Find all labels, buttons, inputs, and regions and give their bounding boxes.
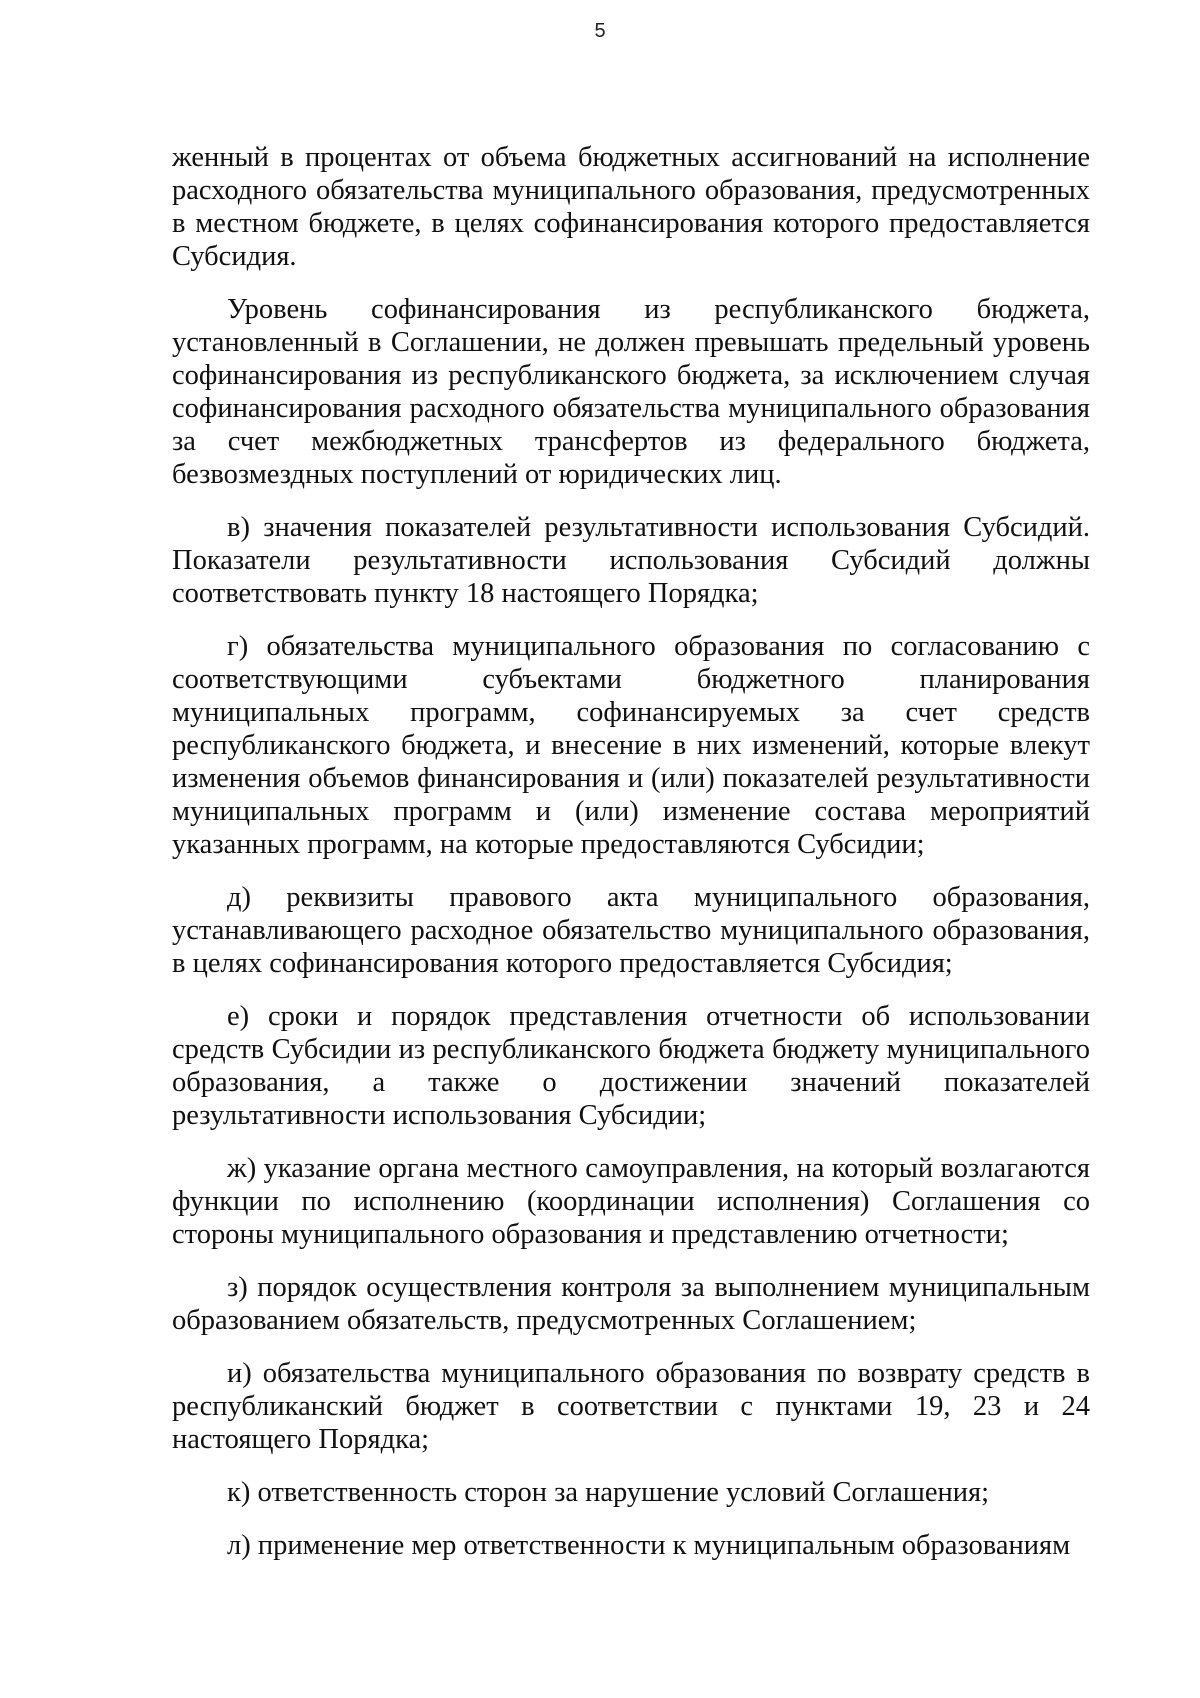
paragraph-item-i: и) обязательства муниципального образования по возврату средств в республиканский бюджет в соответствии с пунктами 19, 23 и 24 настоящего Порядка; bbox=[172, 1358, 1090, 1455]
document-body bbox=[172, 141, 1090, 1582]
paragraph-item-zh: ж) указание органа местного самоуправления, на который возлагаются функции по исполнению (координации исполнения) Соглашения со стороны муниципального образования и представлению отчетности; bbox=[172, 1153, 1090, 1250]
paragraph-item-k: к) ответственность сторон за нарушение условий Соглашения; bbox=[227, 1477, 990, 1508]
paragraph-cofinancing-level: Уровень софинансирования из республиканского бюджета, установленный в Соглашении, не должен превышать предельный уровень софинансирования из республиканского бюджета, за исключением случая софинансирования расходного обязательства муниципального образования за счет межбюджетных трансфертов из федерального бюджета, безвозмездных поступлений от юридических лиц. bbox=[172, 294, 1090, 490]
paragraph-continuation: женный в процентах от объема бюджетных ассигнований на исполнение расходного обязательства муниципального образования, предусмотренных в местном бюджете, в целях софинансирования которого предоставляется Субсидия. bbox=[172, 142, 1090, 272]
paragraph-item-d: д) реквизиты правового акта муниципального образования, устанавливающего расходное обязательство муниципального образования, в целях софинансирования которого предоставляется Субсидия; bbox=[172, 882, 1090, 979]
paragraph-item-e: е) сроки и порядок представления отчетности об использовании средств Субсидии из республиканского бюджета бюджету муниципального образования, а также о достижении значений показателей результативности использования Субсидии; bbox=[172, 1001, 1090, 1131]
paragraph-item-l: л) применение мер ответственности к муниципальным образованиям bbox=[227, 1530, 1071, 1561]
paragraph-item-z: з) порядок осуществления контроля за выполнением муниципальным образованием обязательств, предусмотренных Соглашением; bbox=[172, 1272, 1090, 1336]
paragraph-item-v: в) значения показателей результативности использования Субсидий. Показатели результативности использования Субсидий должны соответствовать пункту 18 настоящего Порядка; bbox=[172, 512, 1090, 609]
paragraph-item-g: г) обязательства муниципального образования по согласованию с соответствующими субъектами бюджетного планирования муниципальных программ, софинансируемых за счет средств республиканского бюджета, и внесение в них изменений, которые влекут изменения объемов финансирования и (или) показателей результативности муниципальных программ и (или) изменение состава мероприятий указанных программ, на которые предоставляются Субсидии; bbox=[172, 631, 1090, 860]
page-number: 5 bbox=[594, 20, 606, 42]
